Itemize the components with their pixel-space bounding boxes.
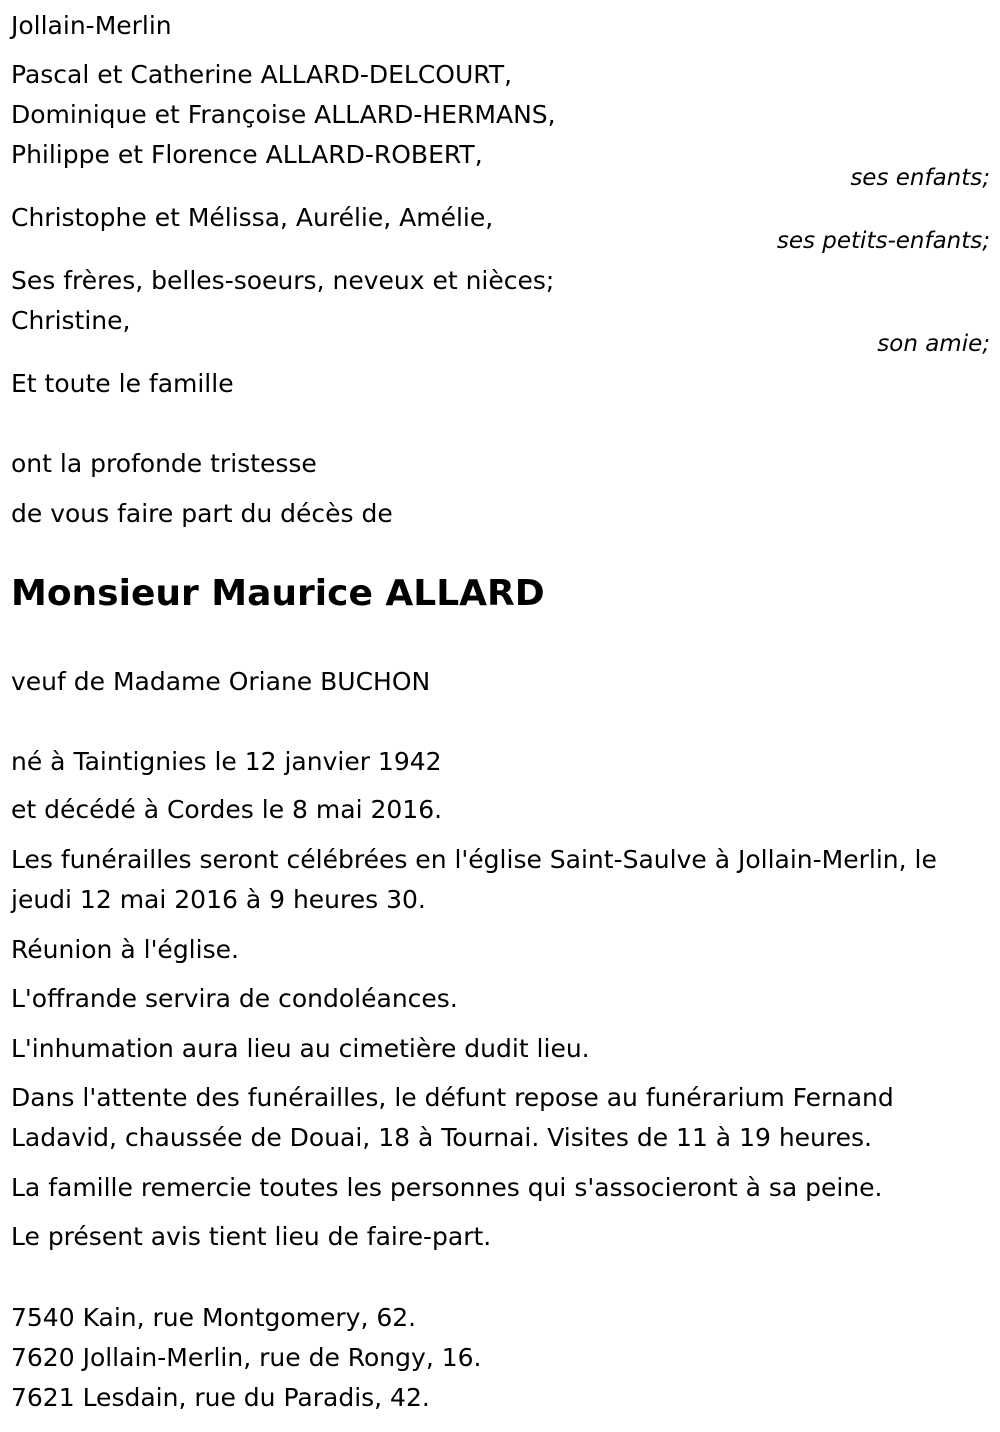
address-line-1: 7540 Kain, rue Montgomery, 62. — [11, 1303, 417, 1332]
widower-line: veuf de Madame Oriane BUCHON — [11, 667, 431, 696]
thanks-line: La famille remercie toutes les personnes qui s'associeront à sa peine. — [11, 1173, 883, 1202]
friend-role: son amie; — [877, 331, 990, 357]
rest-line-2: Ladavid, chaussée de Douai, 18 à Tournai. Visites de 11 à 19 heures. — [11, 1123, 872, 1152]
family-line: Et toute le famille — [11, 369, 234, 398]
children-role: ses enfants; — [850, 165, 990, 191]
sorrow-line-2: de vous faire part du décès de — [11, 499, 393, 528]
friend-line: Christine, — [11, 306, 131, 335]
funeral-line-2: jeudi 12 mai 2016 à 9 heures 30. — [11, 885, 426, 914]
grandchildren-line: Christophe et Mélissa, Aurélie, Amélie, — [11, 203, 494, 232]
birth-line: né à Taintignies le 12 janvier 1942 — [11, 747, 442, 776]
sorrow-line-1: ont la profonde tristesse — [11, 449, 317, 478]
children-line-3: Philippe et Florence ALLARD-ROBERT, — [11, 140, 483, 169]
children-line-2: Dominique et Françoise ALLARD-HERMANS, — [11, 100, 556, 129]
address-line-3: 7621 Lesdain, rue du Paradis, 42. — [11, 1383, 430, 1412]
burial-line: L'inhumation aura lieu au cimetière dudit lieu. — [11, 1034, 590, 1063]
children-line-1: Pascal et Catherine ALLARD-DELCOURT, — [11, 60, 513, 89]
grandchildren-role: ses petits-enfants; — [776, 228, 990, 254]
deceased-name: Monsieur Maurice ALLARD — [11, 573, 545, 614]
meeting-line: Réunion à l'église. — [11, 935, 239, 964]
offering-line: L'offrande servira de condoléances. — [11, 984, 458, 1013]
location-header: Jollain-Merlin — [11, 11, 172, 40]
rest-line-1: Dans l'attente des funérailles, le défunt repose au funérarium Fernand — [11, 1083, 894, 1112]
notice-line: Le présent avis tient lieu de faire-part. — [11, 1222, 492, 1251]
address-line-2: 7620 Jollain-Merlin, rue de Rongy, 16. — [11, 1343, 482, 1372]
death-line: et décédé à Cordes le 8 mai 2016. — [11, 795, 443, 824]
funeral-line-1: Les funérailles seront célébrées en l'église Saint-Saulve à Jollain-Merlin, le — [11, 845, 937, 874]
siblings-line: Ses frères, belles-soeurs, neveux et nièces; — [11, 266, 555, 295]
